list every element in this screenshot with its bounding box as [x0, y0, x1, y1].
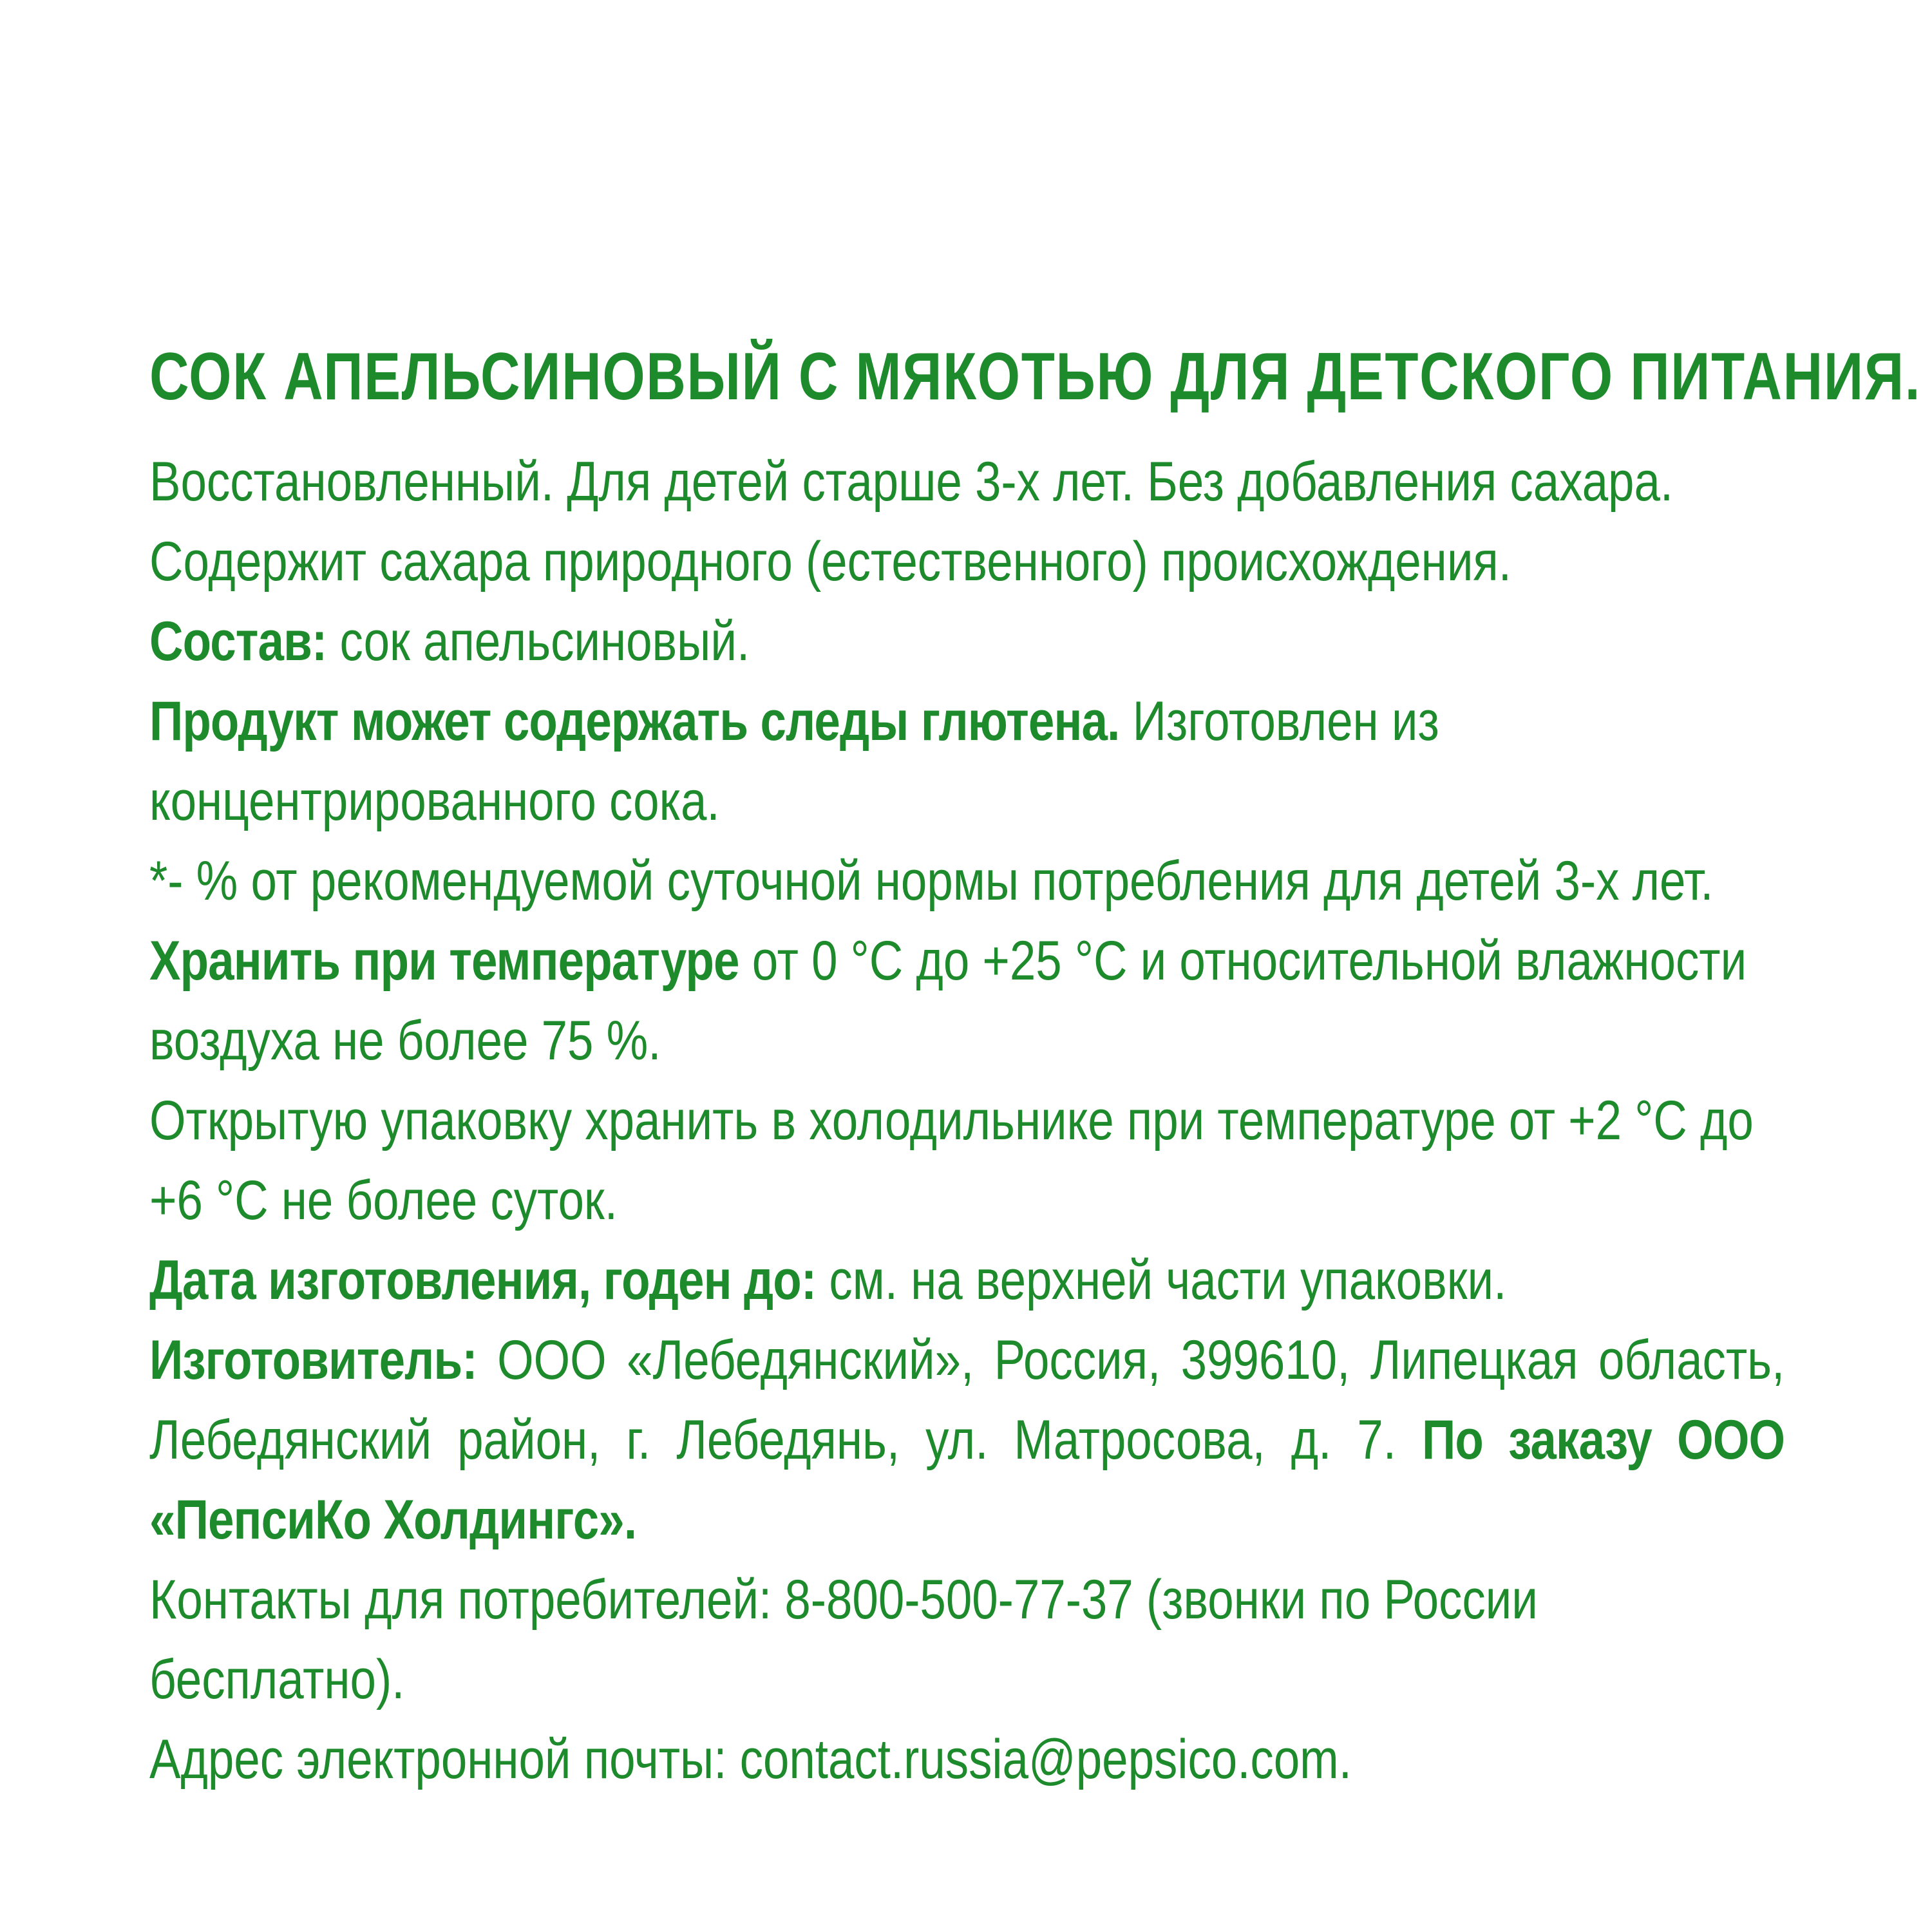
storage-label: Хранить при температуре — [149, 930, 739, 992]
manufacturer-line — [149, 1320, 1785, 1560]
manufacturer-text: ООО «Лебедянский», Россия, 399610, Липецкая область, Лебедянский район, г. Лебедянь, ул. Матросова, д. 7. — [149, 1329, 1785, 1471]
dates-text: см. на верхней части упаковки. — [816, 1249, 1507, 1311]
composition-label: Состав: — [149, 611, 327, 672]
opened-storage-text: Открытую упаковку хранить в холодильнике при температуре от +2 °С до +6 °С не более суток. — [149, 1090, 1754, 1231]
footnote-text: *- % от рекомендуемой суточной нормы потребления для детей 3-х лет. — [149, 850, 1714, 912]
gluten-label: Продукт может содержать следы глютена. — [149, 690, 1120, 752]
composition-line — [149, 601, 1785, 681]
email-text: Адрес электронной почты: contact.russia@pepsico.com. — [149, 1728, 1352, 1790]
order-label: По заказу ООО «ПепсиКо Холдингс». — [149, 1409, 1785, 1551]
composition-text: сок апельсиновый. — [327, 611, 750, 672]
product-title: СОК АПЕЛЬСИНОВЫЙ С МЯКОТЬЮ ДЛЯ ДЕТСКОГО ПИТАНИЯ. — [149, 339, 1922, 414]
dates-label: Дата изготовления, годен до: — [149, 1249, 817, 1311]
manufacturer-label: Изготовитель: — [149, 1329, 477, 1391]
gluten-line — [149, 681, 1785, 841]
intro-text: Восстановленный. Для детей старше 3-х лет. Без добавления сахара. Содержит сахара природного (естественного) происхождения. — [149, 451, 1674, 592]
storage-line — [149, 921, 1785, 1081]
dates-line — [149, 1240, 1785, 1320]
storage-text: от 0 °С до +25 °С и относительной влажности воздуха не более 75 %. — [149, 930, 1747, 1072]
product-label — [149, 335, 1922, 1799]
contacts-text: Контакты для потребителей: 8-800-500-77-37 (звонки по России бесплатно). — [149, 1569, 1538, 1710]
gluten-text: Изготовлен из концентрированного сока. — [149, 690, 1439, 832]
